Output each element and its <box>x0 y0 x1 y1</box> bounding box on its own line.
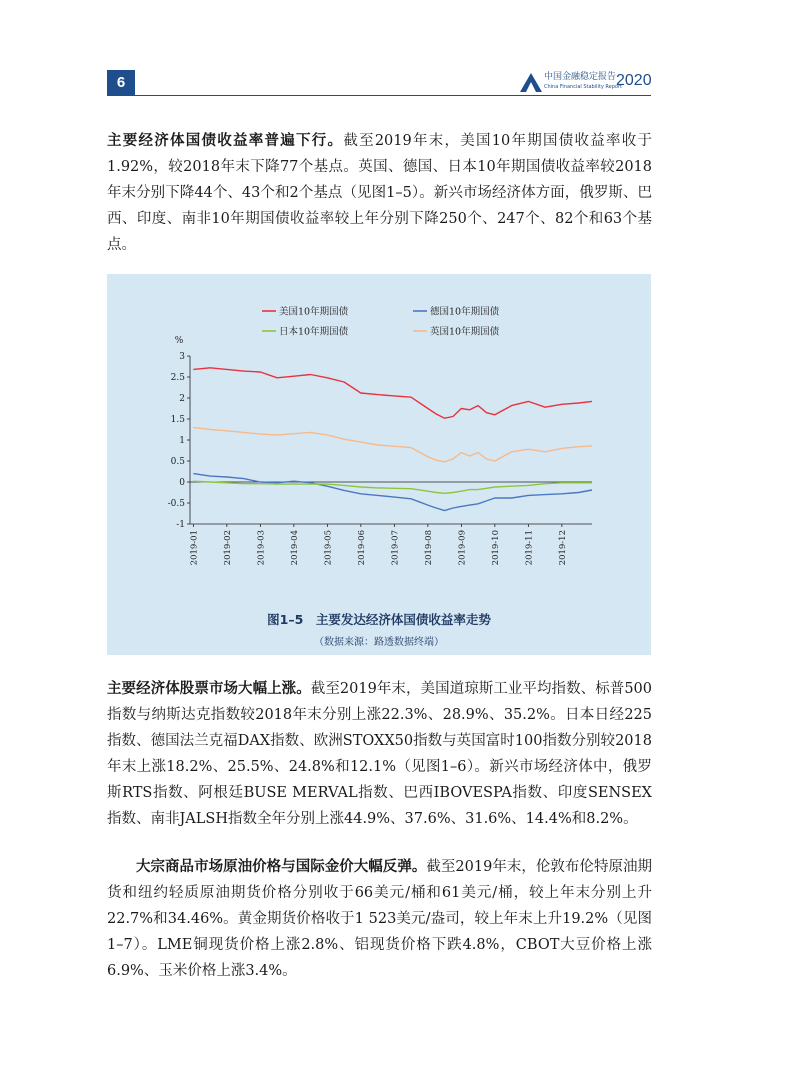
y-tick-label: 0 <box>179 478 185 488</box>
series-line <box>193 368 592 418</box>
legend-label: 英国10年期国债 <box>430 326 500 338</box>
series-line <box>193 427 592 461</box>
x-tick-label: 2019-09 <box>457 530 468 566</box>
x-tick-label: 2019-06 <box>356 530 367 566</box>
brand-en: China Financial Stability Report <box>544 84 622 90</box>
x-axis <box>189 524 592 565</box>
legend-label: 美国10年期国债 <box>279 306 349 318</box>
paragraph-lead: 主要经济体国债收益率普遍下行。 <box>107 133 344 149</box>
bond-yield-chart <box>107 274 651 602</box>
paragraph-lead: 大宗商品市场原油价格与国际金价大幅反弹。 <box>136 859 427 875</box>
brand-cn: 中国金融稳定报告 <box>544 72 617 82</box>
x-tick-label: 2019-08 <box>423 530 434 566</box>
paragraph-body: 截至2019年末，美国10年期国债收益率收于1.92%，较2018年末下降77个基点。英国、德国、日本10年期国债收益率较2018年末分别下降44个、43个和2个基点（见图1–5）。新兴市场经济体方面，俄罗斯、巴西、印度、南非10年期国债收益率较上年分别下降250个、247个、82个和63个基点。 <box>107 133 653 253</box>
legend-label: 德国10年期国债 <box>430 306 500 318</box>
y-tick-label: 0.5 <box>170 457 185 467</box>
paragraph-body: 截至2019年末，伦敦布伦特原油期货和纽约轻质原油期货价格分别收于66美元/桶和61美元/桶，较上年末分别上升22.7%和34.46%。黄金期货价格收于1 523美元/盎司，较上年末上升19.2%（见图1–7）。LME铜现货价格上涨2.8%、铝现货价格下跌4.8%，CBOT大豆价格上涨6.9%、玉米价格上涨3.4%。 <box>107 859 652 979</box>
x-tick-label: 2019-02 <box>222 530 233 566</box>
series-line <box>193 481 592 493</box>
chart-legend <box>262 306 500 338</box>
paragraph-bond-yields <box>107 128 652 258</box>
figure-caption-box <box>107 600 651 655</box>
paragraph-stock-markets <box>107 676 652 832</box>
figure-source: （数据来源：路透数据终端） <box>314 637 444 648</box>
y-axis-unit: % <box>174 336 184 346</box>
brand-title <box>544 72 622 91</box>
y-axis <box>168 352 592 530</box>
y-tick-label: 2.5 <box>170 373 185 383</box>
x-tick-label: 2019-03 <box>256 530 267 566</box>
x-tick-label: 2019-01 <box>189 530 200 566</box>
x-tick-label: 2019-04 <box>289 530 300 566</box>
brand-year: 2020 <box>616 72 652 89</box>
x-tick-label: 2019-11 <box>524 530 535 566</box>
chart-series <box>193 368 592 511</box>
mountain-logo-icon <box>520 72 542 92</box>
x-tick-label: 2019-05 <box>323 530 334 566</box>
paragraph-commodities <box>107 854 652 984</box>
y-tick-label: 1 <box>179 436 185 446</box>
y-tick-label: 3 <box>179 352 185 362</box>
figure-caption: 图1–5 主要发达经济体国债收益率走势 <box>267 612 491 627</box>
y-tick-label: -1 <box>176 520 185 530</box>
y-tick-label: -0.5 <box>167 499 185 509</box>
x-tick-label: 2019-10 <box>490 530 501 566</box>
y-tick-label: 2 <box>179 394 185 404</box>
figure-bond-yields <box>107 274 651 602</box>
paragraph-lead: 主要经济体股票市场大幅上涨。 <box>107 681 311 697</box>
paragraph-body: 截至2019年末，美国道琼斯工业平均指数、标普500指数与纳斯达克指数较2018年末分别上涨22.3%、28.9%、35.2%。日本日经225指数、德国法兰克福DAX指数、欧洲STOXX50指数与英国富时100指数分别较2018年末上涨18.2%、25.5%、24.8%和12.1%（见图1–6）。新兴市场经济体中，俄罗斯RTS指数、阿根廷BUSE MERVAL指数、巴西IBOVESPA指数、印度SENSEX指数、南非JALSH指数全年分别上涨44.9%、37.6%、31.6%、14.4%和8.2%。 <box>107 681 653 827</box>
header-rule <box>107 95 651 96</box>
page-number: 6 <box>107 70 135 96</box>
legend-label: 日本10年期国债 <box>279 326 349 338</box>
series-line <box>193 474 592 511</box>
x-tick-label: 2019-12 <box>557 530 568 566</box>
y-tick-label: 1.5 <box>170 415 185 425</box>
x-tick-label: 2019-07 <box>390 530 401 566</box>
